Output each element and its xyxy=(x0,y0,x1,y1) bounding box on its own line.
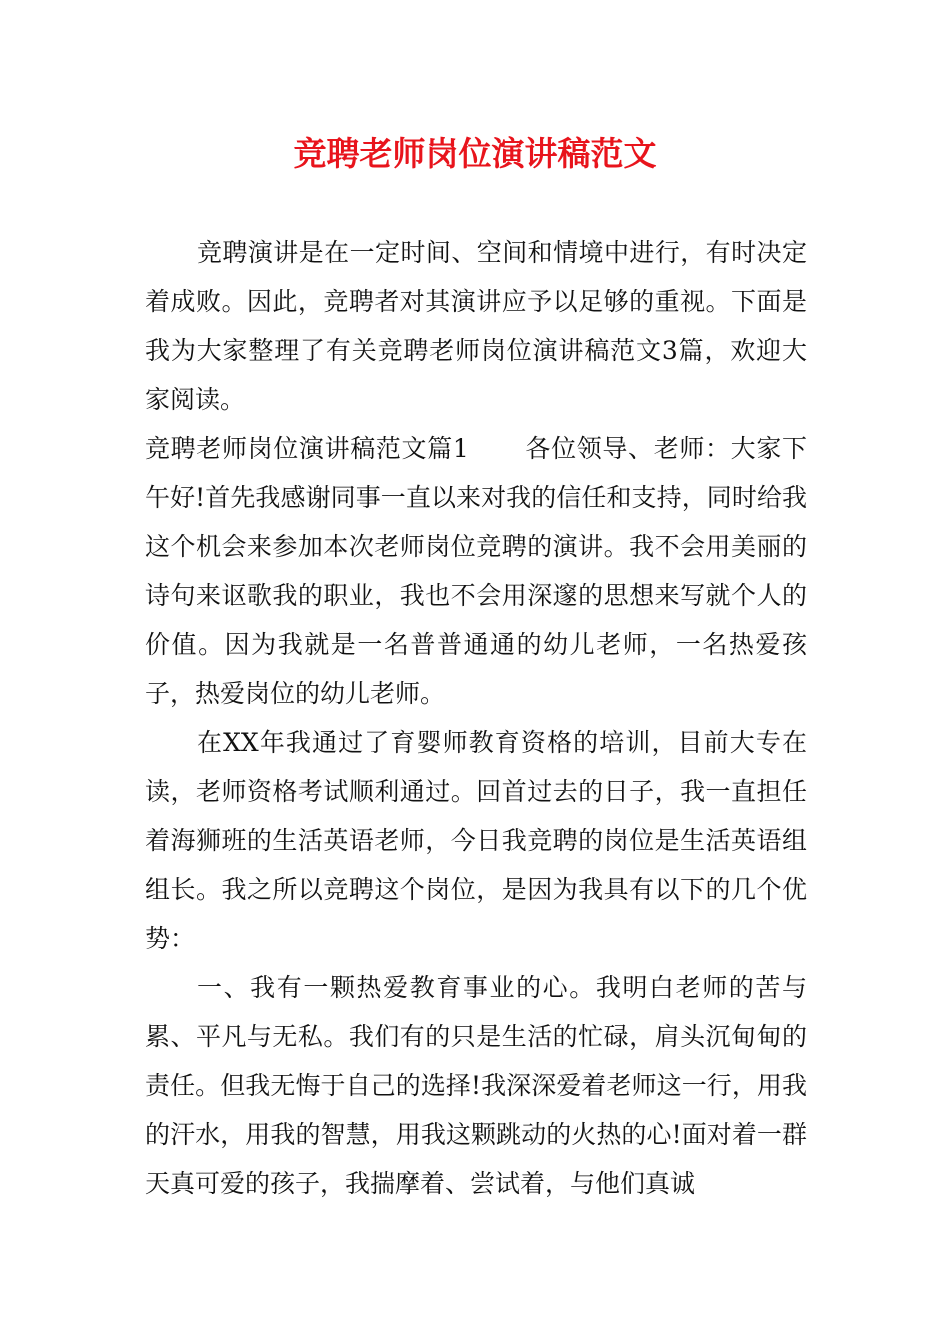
intro-paragraph: 竞聘演讲是在一定时间、空间和情境中进行，有时决定着成败。因此，竞聘者对其演讲应予以足够的重视。下面是我为大家整理了有关竞聘老师岗位演讲稿范文3篇，欢迎大家阅读。 xyxy=(145,238,807,414)
document-title: 竞聘老师岗位演讲稿范文 xyxy=(293,134,657,173)
section-1-paragraph xyxy=(145,424,807,718)
section-1-text: 各位领导、老师：大家下午好!首先我感谢同事一直以来对我的信任和支持，同时给我这个机会来参加本次老师岗位竞聘的演讲。我不会用美丽的诗句来讴歌我的职业，我也不会用深邃的思想来写就个人的价值。因为我就是一名普普通通的幼儿老师，一名热爱孩子，热爱岗位的幼儿老师。 xyxy=(145,434,807,708)
document-body xyxy=(145,228,807,1208)
section-heading: 竞聘老师岗位演讲稿范文篇1 xyxy=(145,434,469,463)
body-paragraph: 一、我有一颗热爱教育事业的心。我明白老师的苦与累、平凡与无私。我们有的只是生活的忙碌，肩头沉甸甸的责任。但我无悔于自己的选择!我深深爱着老师这一行，用我的汗水，用我的智慧，用我这颗跳动的火热的心!面对着一群天真可爱的孩子，我揣摩着、尝试着，与他们真诚 xyxy=(145,973,807,1198)
body-paragraph: 在XX年我通过了育婴师教育资格的培训，目前大专在读，老师资格考试顺利通过。回首过去的日子，我一直担任着海狮班的生活英语老师，今日我竞聘的岗位是生活英语组组长。我之所以竞聘这个岗位，是因为我具有以下的几个优势： xyxy=(145,728,807,953)
